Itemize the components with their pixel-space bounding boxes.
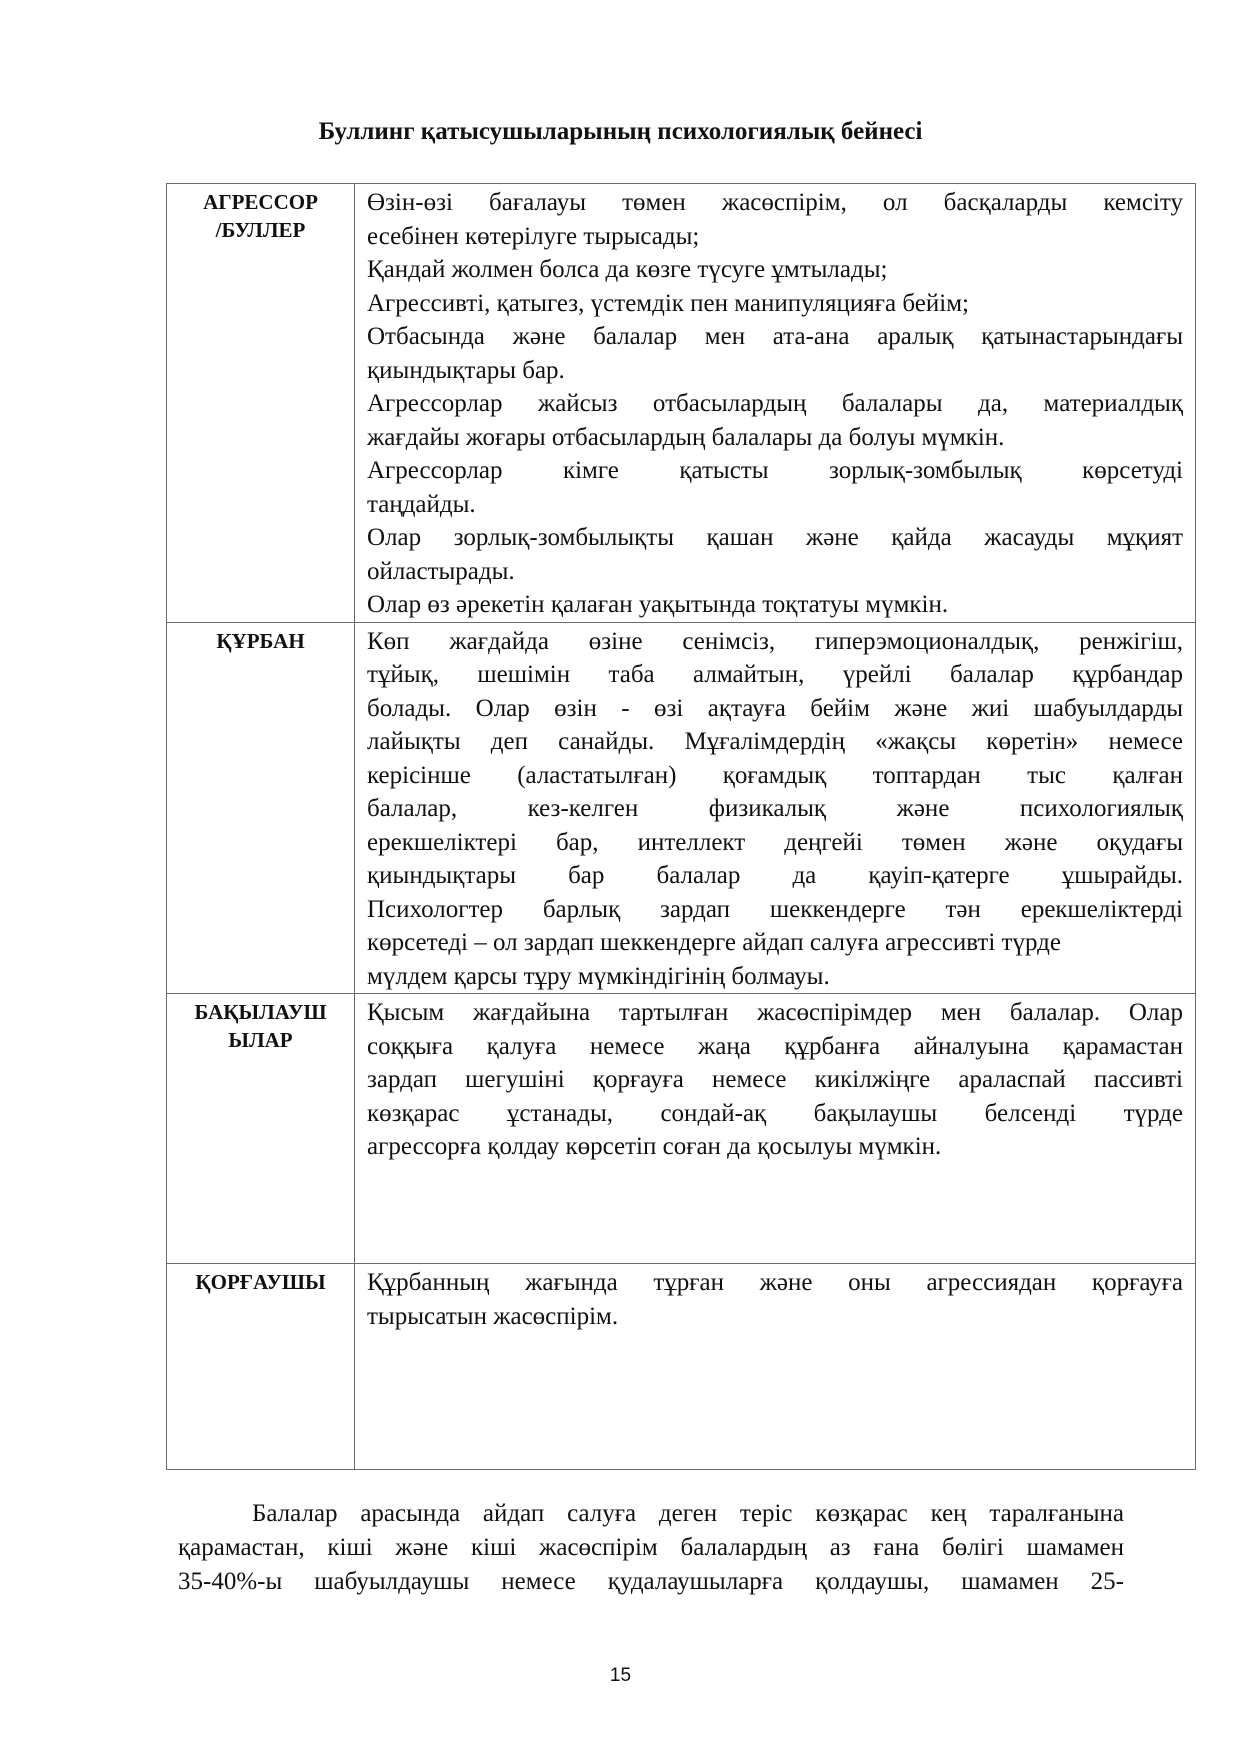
description-line: болады. Олар өзін - өзі ақтауға бейім және жиі шабуылдарды [367,694,1183,722]
description-line: мүлдем қарсы тұру мүмкіндігінің болмауы. [367,962,830,990]
description-line: лайықты деп санайды. Мұғалімдердің «жақсы көретін» немесе [367,728,1183,755]
description-line: Өзін-өзі бағалауы төмен жасөспірім, ол басқаларды кемсіту [367,189,1183,216]
role-label: /БУЛЛЕР [215,218,306,242]
description-line: Қандай жолмен болса да көзге түсуге ұмтылады; [367,256,888,283]
description-line: ойластырады. [367,557,515,585]
page-number: 15 [609,1665,632,1686]
description-line: тырысатын жасөспірім. [367,1302,619,1330]
description-line: Психологтер барлық зардап шеккендерге тән ерекшеліктерді [367,895,1183,923]
role-cell-aggressor [167,184,355,623]
participants-table [166,183,1196,1470]
description-line: Агрессорлар жайсыз отбасылардың балалары да, материалдық [367,390,1183,417]
description-line: есебінен көтерілуге тырысады; [367,222,700,250]
description-line: Олар зорлық-зомбылықты қашан және қайда жасауды мұқият [367,524,1183,551]
description-line: көзқарас ұстанады, сондай-ақ бақылаушы белсенді түрде [367,1099,1183,1127]
description-cell-victim [355,622,1196,994]
paragraph-line: қарамастан, кіші және кіші жасөспірім балалардың аз ғана бөлігі шамамен [178,1534,1124,1561]
description-cell-aggressor [355,184,1196,623]
description-line: соққыға қалуға немесе жаңа құрбанға айналуына қарамастан [367,1032,1183,1060]
description-line: керісінше (аластатылған) қоғамдық топтардан тыс қалған [367,761,1183,789]
table-row-aggressor [167,184,1196,623]
description-line: балалар, кез-келген физикалық және психологиялық [367,795,1183,822]
description-line: тұйық, шешімін таба алмайтын, үрейлі балалар құрбандар [367,661,1183,688]
description-line: Агрессорлар кімге қатысты зорлық-зомбылық көрсетуді [367,457,1183,484]
description-line: Агрессивті, қатыгез, үстемдік пен манипуляцияға бейім; [367,289,969,317]
description-line: Қысым жағдайына тартылған жасөспірімдер мен балалар. Олар [367,999,1183,1026]
body-paragraph [178,1497,1124,1599]
description-line: агрессорға қолдау көрсетіп соған да қосылуы мүмкін. [367,1133,942,1160]
description-line: қиындықтары бар балалар да қауіп-қатерге ұшырайды. [367,862,1183,889]
description-cell-defender [355,1264,1196,1470]
paragraph-line: Балалар арасында айдап салуға деген теріс көзқарас кең таралғанына [252,1500,1124,1527]
role-label: ҚОРҒАУШЫ [195,1270,326,1294]
description-line: жағдайы жоғары отбасылардың балалары да болуы мүмкін. [367,423,1005,451]
role-cell-victim [167,622,355,994]
description-line: ерекшеліктері бар, интеллект деңгейі төмен және оқудағы [367,828,1183,856]
role-cell-defender [167,1264,355,1470]
description-line: қиындықтары бар. [367,356,565,384]
description-line: Құрбанның жағында тұрған және оны агрессиядан қорғауға [367,1269,1183,1296]
role-label: АГРЕССОР [203,190,318,214]
role-label: ЫЛАР [228,1028,293,1052]
description-line: зардап шегушіні қорғауға немесе кикілжіңге араласпай пассивті [367,1066,1183,1093]
table-row-defender [167,1264,1196,1470]
role-label: БАҚЫЛАУШ [194,1000,327,1024]
description-line: таңдайды. [367,490,476,518]
role-cell-bystanders [167,994,355,1264]
role-label: ҚҰРБАН [216,628,305,653]
description-line: Көп жағдайда өзіне сенімсіз, гиперэмоционалдық, ренжігіш, [367,627,1183,655]
paragraph-line: 35-40%-ы шабуылдаушы немесе қудалаушыларға қолдаушы, шамамен 25- [178,1568,1124,1595]
table-row-bystanders [167,994,1196,1264]
table-row-victim [167,622,1196,994]
description-line: Отбасында және балалар мен ата-ана аралық қатынастарындағы [367,323,1183,350]
description-cell-bystanders [355,994,1196,1264]
description-line: көрсетеді – ол зардап шеккендерге айдап салуға агрессивті түрде [367,929,1061,956]
page-title: Буллинг қатысушыларының психологиялық бейнесі [318,118,923,145]
description-line: Олар өз әрекетін қалаған уақытында тоқтатуы мүмкін. [367,591,949,618]
